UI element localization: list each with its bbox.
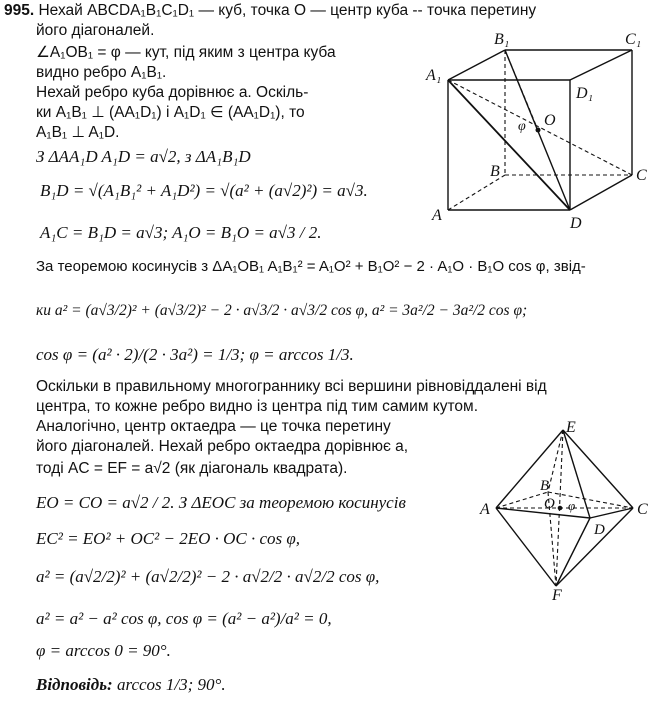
octa-equation-4: a² = a² − a² cos φ, cos φ = (a² − a²)/a² = 0,: [36, 609, 332, 628]
octa-equation-1: EO = CO = a√2 / 2. З ΔEOC за теоремою косинусів: [36, 493, 406, 512]
answer-value: arccos 1/3; 90°.: [116, 675, 226, 694]
equation-1: З ΔAA₁D A₁D = a√2, з ΔA₁B₁D: [36, 147, 251, 166]
problem-line-4: видно ребро A₁B₁.: [36, 64, 167, 81]
problem-line-3: ∠A₁OB₁ = φ — кут, під яким з центра куба: [36, 44, 336, 61]
equation-5: ки a² = (a√3/2)² + (a√3/2)² − 2 · a√3/2 · a√3/2 cos φ, a² = 3a²/2 − 3a²/2 cos φ;: [36, 302, 528, 319]
octa-label-phi: φ: [568, 498, 576, 513]
octa-label-a: A: [480, 501, 490, 518]
cube-label-c: C: [636, 167, 647, 184]
octa-label-c: C: [637, 501, 648, 518]
octa-equation-5: φ = arccos 0 = 90°.: [36, 641, 171, 660]
problem-number: 995.: [4, 2, 35, 19]
problem-text-1: Нехай ABCDA₁B₁C₁D₁ — куб, точка O — центр куба -- точка перетину: [38, 2, 537, 19]
problem-line-1: [4, 2, 536, 20]
problem-line-6: ки A₁B₁ ⊥ (AA₁D₁) і A₁D₁ ∈ (AA₁D₁), то: [36, 104, 305, 121]
cube-center-point: [536, 128, 541, 133]
cube-label-phi: φ: [518, 119, 526, 134]
octahedron-diagram: [478, 418, 651, 603]
octa-label-b: B: [540, 478, 550, 494]
octa-label-f: F: [552, 587, 562, 603]
text-line-3: Аналогічно, центр октаедра — це точка перетину: [36, 418, 391, 435]
answer-line: [36, 676, 226, 695]
cube-label-o: O: [544, 112, 556, 129]
text-line-5: тоді AC = EF = a√2 (як діагональ квадрата).: [36, 460, 348, 477]
equation-4: За теоремою косинусів з ΔA₁OB₁ A₁B₁² = A₁O² + B₁O² − 2 · A₁O · B₁O cos φ, звід-: [36, 258, 586, 275]
octa-label-o: O: [544, 496, 555, 512]
cube-label-c1: C₁: [625, 31, 642, 48]
problem-line-5: Нехай ребро куба дорівнює a. Оскіль-: [36, 84, 309, 101]
answer-label: Відповідь:: [36, 675, 113, 694]
octa-label-e: E: [566, 419, 576, 436]
cube-label-a: A: [432, 207, 442, 224]
text-line-2: центра, то кожне ребро видно із центра під тим самим кутом.: [36, 398, 479, 415]
cube-label-a1: A₁: [426, 67, 442, 84]
octa-equation-2: EC² = EO² + OC² − 2EO · OC · cos φ,: [36, 529, 301, 548]
cube-label-d1: D₁: [576, 85, 594, 102]
cube-label-b1: B₁: [494, 31, 510, 48]
text-line-1: Оскільки в правильному многограннику всі вершини рівновіддалені від: [36, 378, 547, 395]
cube-label-d: D: [570, 215, 582, 232]
problem-line-7: A₁B₁ ⊥ A₁D.: [36, 124, 120, 141]
equation-6: cos φ = (a² · 2)/(2 · 3a²) = 1/3; φ = arccos 1/3.: [36, 345, 354, 364]
octa-center-point: [558, 506, 563, 511]
equation-2: B₁D = √(A₁B₁² + A₁D²) = √(a² + (a√2)²) = a√3.: [40, 181, 368, 200]
equation-3: A₁C = B₁D = a√3; A₁O = B₁O = a√3 / 2.: [40, 223, 322, 242]
text-line-4: його діагоналей. Нехай ребро октаедра дорівнює a,: [36, 438, 409, 455]
cube-diagram: [420, 30, 650, 240]
octa-equation-3: a² = (a√2/2)² + (a√2/2)² − 2 · a√2/2 · a√2/2 cos φ,: [36, 567, 380, 586]
problem-line-2: його діагоналей.: [36, 22, 155, 39]
octa-label-d: D: [594, 522, 605, 538]
cube-label-b: B: [490, 163, 500, 180]
